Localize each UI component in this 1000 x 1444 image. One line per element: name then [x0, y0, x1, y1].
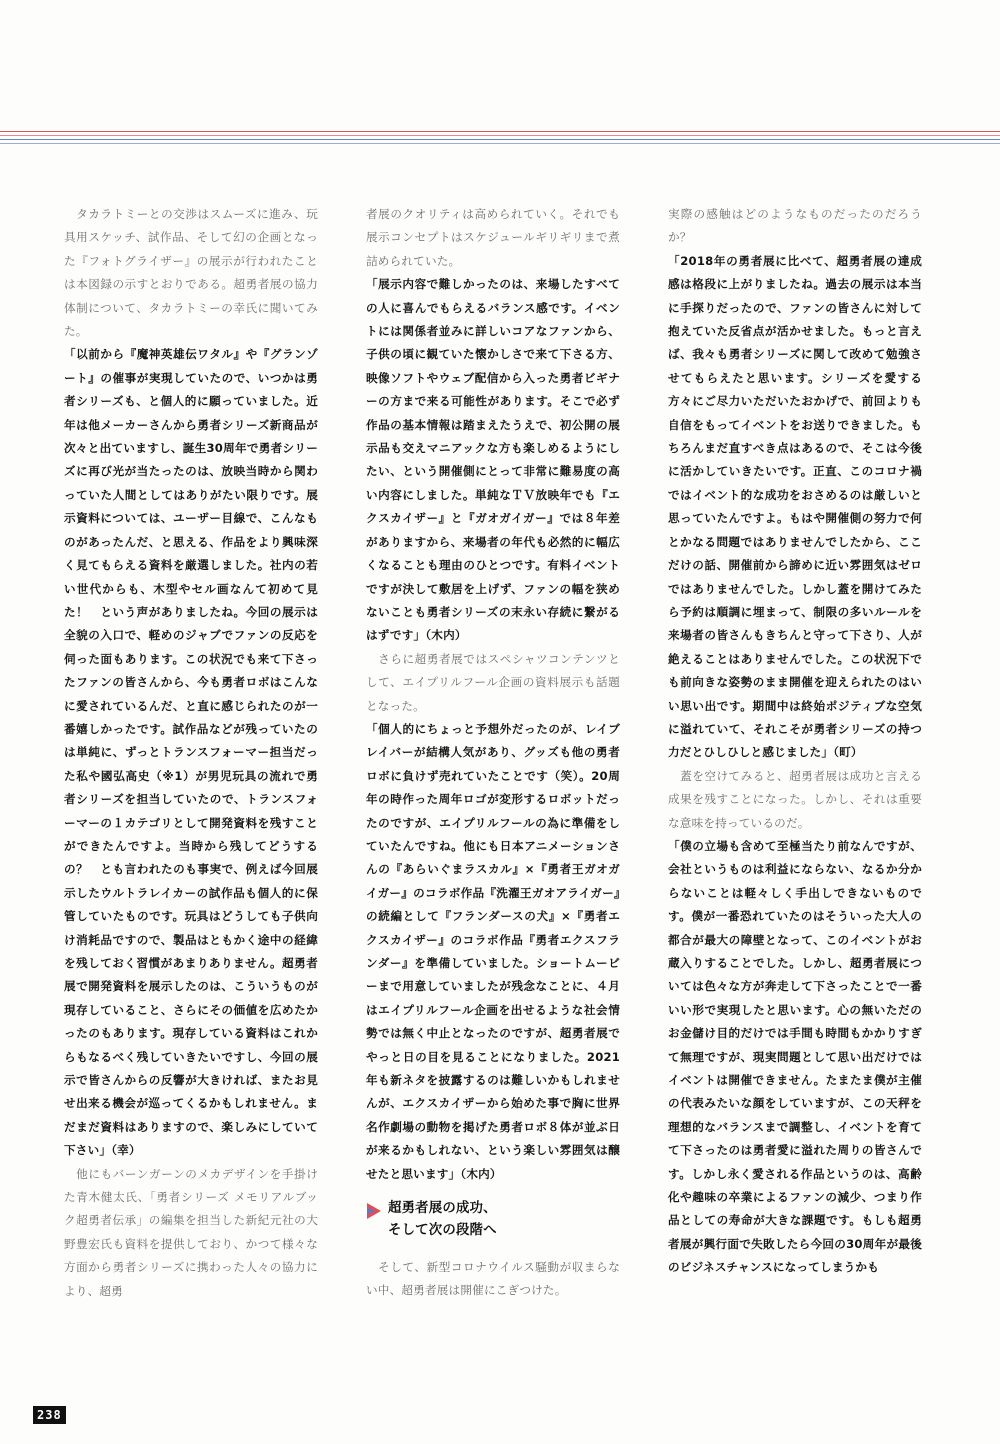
paragraph: 蓋を空けてみると、超勇者展は成功と言える成果を残すことになった。しかし、それは重要な意味を持っているのだ。: [668, 768, 922, 830]
quote-paragraph: 「僕の立場も含めて至極当たり前なんですが、会社というものは利益にならない、なるか分からないことは軽々しく手出しできないものです。僕が一番恐れていたのはそういった大人の都合が最大の障壁となって、このイベントがお蔵入りすることでした。しかし、超勇者展については色々な方が奔走して下さったことで一番いい形で実現したと思います。心の無いただのお金儲け目的だけでは手間も時間もかかりすぎて無理ですが、現実問題として思い出だけではイベントは開催できません。たまたま僕が主催の代表みたいな顔をしていますが、この天秤を理想的なバランスまで調整し、イベントを育てて下さったのは勇者愛に溢れた周りの皆さんです。しかし永く愛される作品というのは、高齢化や趣味の卒業によるファンの減少、つまり作品としての寿命が大きな課題です。もしも超勇者展が興行面で失敗したら今回の30周年が最後のビジネスチャンスになってしまうかも: [668, 838, 922, 1275]
triangle-marker-icon: [366, 1202, 382, 1220]
quote-paragraph: 「個人的にちょっと予想外だったのが、レイブレイバーが結構人気があり、グッズも他の勇者ロボに負けず売れていたことです（笑）。20周年の時作った周年ロゴが変形するロボットだったのですが、エイプリルフールの為に準備をしていたんですね。他にも日本アニメーションさんの『あらいぐまラスカル』×『勇者王ガオガイガー』のコラボ作品『洗濯王ガオアライガー』の続編として『フランダースの犬』×『勇者エクスカイザー』のコラボ作品『勇者エクスフランダー』を準備していました。ショートムービーまで用意していましたが残念なことに、４月はエイプリルフール企画を出せるような社会情勢では無く中止となったのですが、超勇者展でやっと日の目を見ることになりました。2021年も新ネタを披露するのは難しいかもしれませんが、エクスカイザーから始めた事で胸に世界名作劇場の動物を掲げた勇者ロボ８体が並ぶ日が来るかもしれない、という楽しい雰囲気は醸せたと思います」（木内）: [366, 721, 620, 1181]
paragraph: 他にもバーンガーンのメカデザインを手掛けた青木健太氏、「勇者シリーズ メモリアルブック超勇者伝承」の編集を担当した新紀元社の大野豊宏氏も資料を提供しており、かつて様々な方面から勇者シリーズに携わった人々の協力により、超勇: [64, 1166, 318, 1298]
paragraph: さらに超勇者展ではスペシャツコンテンツとして、エイプリルフール企画の資料展示も話題となった。: [366, 651, 620, 713]
page-number: 238: [33, 1406, 66, 1424]
header-rule-blue-light: [0, 143, 1000, 144]
header-rule-blue: [0, 139, 1000, 140]
paragraph: タカラトミーとの交渉はスムーズに進み、玩具用スケッチ、試作品、そして幻の企画となった『フォトグライザー』の展示が行われたことは本図録の示すとおりである。超勇者展の協力体制について、タカラトミーの幸氏に聞いてみた。: [64, 207, 318, 339]
text-column-2: [366, 203, 620, 1303]
quote-paragraph: 「展示内容で難しかったのは、来場したすべての人に喜んでもらえるバランス感です。イベントには関係者並みに詳しいコアなファンから、子供の頃に観ていた懐かしさで来て下さる方、映像ソフトやウェブ配信から入った勇者ビギナーの方まで来る可能性があります。そこで必ず作品の基本情報は踏まえたうえで、初公開の展示品も交えマニアックな方も楽しめるようにしたい、という開催側にとって非常に難易度の高い内容にしました。単純なＴＶ放映年でも『エクスカイザー』と『ガオガイガー』では８年差がありますから、来場者の年代も必然的に幅広くなることも理由のひとつです。有料イベントですが決して敷居を上げず、ファンの幅を狭めないことも勇者シリーズの末永い存続に繋がるはずです」（木内）: [366, 277, 620, 643]
header-rule-red: [0, 131, 1000, 132]
text-column-3: [668, 203, 922, 1280]
quote-paragraph: 「2018年の勇者展に比べて、超勇者展の達成感は格段に上がりましたね。過去の展示は本当に手探りだったので、ファンの皆さんに対して抱えていた反省点が活かせました。もっと言えば、我々も勇者シリーズに関して改めて勉強させてもらえたと思います。シリーズを愛する方々にご尽力いただいたおかげで、前回よりも自信をもってイベントをお送りできました。もちろんまだ直すべき点はあるので、そこは今後に活かしていきたいです。正直、このコロナ禍ではイベント的な成功をおさめるのは厳しいと思っていたんですよ。もはや開催側の努力で何とかなる問題ではありませんでしたから、ここだけの話、開催前から諦めに近い雰囲気はゼロではありませんでした。しかし蓋を開けてみたら予約は順調に埋まって、制限の多いルールを来場者の皆さんもきちんと守って下さり、人が絶えることはありませんでした。この状況下でも前向きな姿勢のまま開催を迎えられたのはいい思い出です。期間中は終始ポジティブな空気に溢れていて、それこそが勇者シリーズの持つ力だとひしひしと感じました」（町）: [668, 253, 922, 760]
section-heading: [366, 1198, 620, 1242]
paragraph: 者展のクオリティは高められていく。それでも展示コンセプトはスケジュールギリギリまで煮詰められていた。: [366, 207, 620, 268]
quote-paragraph: 「以前から『魔神英雄伝ワタル』や『グランゾート』の催事が実現していたので、いつかは勇者シリーズも、と個人的に願っていました。近年は他メーカーさんから勇者シリーズ新商品が次々と出ていますし、誕生30周年で勇者シリーズに再び光が当たったのは、放映当時から関わっていた人間としてはありがたい限りです。展示資料については、ユーザー目線で、こんなものがあったんだ、と思える、作品をより興味深く見てもらえる資料を厳選しました。社内の若い世代からも、木型やセル画なんて初めて見た！ という声がありましたね。今回の展示は全貌の入口で、軽めのジャブでファンの反応を伺った面もあります。この状況でも来て下さったファンの皆さんから、今も勇者ロボはこんなに愛されているんだ、と直に感じられたのが一番嬉しかったです。試作品などが残っていたのは単純に、ずっとトランスフォーマー担当だった私や國弘高史（※1）が男児玩具の流れで勇者シリーズを担当していたので、トランスフォーマーの１カテゴリとして開発資料を残すことができたんですよ。当時から残してどうするの？ とも言われたのも事実で、例えば今回展示したウルトラレイカーの試作品も個人的に保管していたものです。玩具はどうしても子供向け消耗品ですので、製品はともかく途中の経緯を残しておく習慣があまりありません。超勇者展で開発資料を展示したのは、こういうものが現存していること、さらにその価値を広めたかったのもあります。現存している資料はこれからもなるべく残していきたいですし、今回の展示で皆さんからの反響が大きければ、またお見せ出来る機会が巡ってくるかもしれません。まだまだ資料はありますので、楽しみにしていて下さい」（幸）: [64, 347, 318, 1158]
header-rule-red-light: [0, 135, 1000, 136]
section-heading-text: 超勇者展の成功、 そして次の段階へ: [388, 1201, 497, 1239]
text-column-1: [64, 203, 318, 1303]
paragraph: そして、新型コロナウイルス騒動が収まらない中、超勇者展は開催にこぎつけた。: [366, 1260, 620, 1298]
paragraph: 実際の感触はどのようなものだったのだろうか？: [668, 207, 922, 245]
